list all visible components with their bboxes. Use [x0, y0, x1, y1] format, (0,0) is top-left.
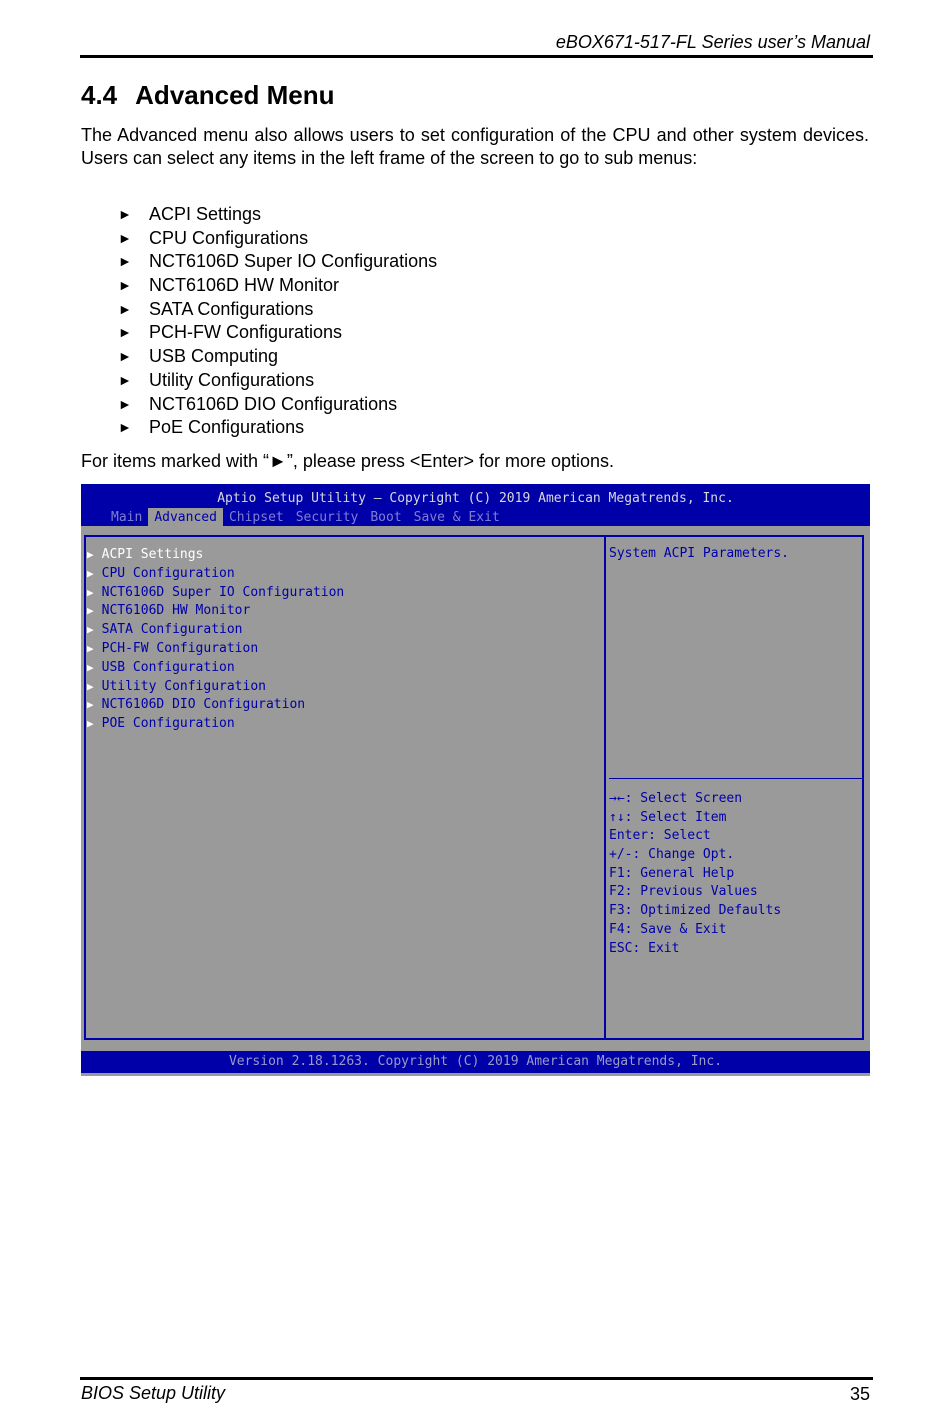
bios-status-bar	[81, 1051, 870, 1073]
bios-menu-item-utility[interactable]	[87, 678, 344, 697]
bios-menu-item-label: PCH-FW Configuration	[101, 640, 259, 656]
list-item-label: SATA Configurations	[149, 298, 314, 319]
bios-menu-item-cpu[interactable]	[87, 565, 344, 584]
key-hint: ESC: Exit	[609, 940, 680, 956]
tab-security[interactable]: Security	[295, 510, 359, 525]
bullet-arrow-icon: ►	[118, 348, 132, 365]
key-hint: Enter: Select	[609, 828, 711, 844]
bullet-arrow-icon: ►	[118, 253, 132, 270]
submenu-arrow-icon: ▶	[87, 566, 94, 580]
bios-menu-item-label: NCT6106D DIO Configuration	[101, 697, 306, 713]
key-hint: F4: Save & Exit	[609, 921, 727, 937]
bios-menu-item-acpi[interactable]	[87, 546, 344, 565]
bios-menu-item-label: POE Configuration	[101, 716, 235, 732]
footer-section-name: BIOS Setup Utility	[81, 1383, 226, 1403]
bios-tab-bar	[105, 508, 506, 527]
submenu-arrow-icon: ▶	[87, 717, 94, 731]
bios-menu-item-sata[interactable]	[87, 621, 344, 640]
bios-menu-item-pch-fw[interactable]	[87, 640, 344, 659]
bullet-arrow-icon: ►	[118, 277, 132, 294]
section-title: Advanced Menu	[135, 80, 335, 110]
bullet-arrow-icon: ►	[118, 419, 132, 436]
key-hint: +/-: Change Opt.	[609, 847, 735, 863]
list-item	[118, 203, 437, 227]
intro-paragraph: The Advanced menu also allows users to set configuration of the CPU and other system devices. Users can select any items in the left frame of the screen to go to sub menus:	[81, 125, 869, 168]
list-item	[118, 393, 437, 417]
bios-key-legend	[609, 790, 781, 958]
tab-advanced[interactable]: Advanced	[148, 508, 223, 527]
tab-boot[interactable]: Boot	[370, 510, 402, 525]
list-item-label: Utility Configurations	[149, 369, 315, 390]
list-item-label: PoE Configurations	[149, 417, 305, 438]
submenu-arrow-icon: ▶	[87, 623, 94, 637]
list-item-label: CPU Configurations	[149, 227, 309, 248]
key-hint: F1: General Help	[609, 865, 735, 881]
submenu-arrow-icon: ▶	[87, 641, 94, 655]
bios-help-divider	[609, 778, 862, 779]
list-item	[118, 345, 437, 369]
footer-rule	[80, 1377, 873, 1380]
bios-menu-item-label: SATA Configuration	[101, 622, 243, 638]
bios-title: Aptio Setup Utility – Copyright (C) 2019 American Megatrends, Inc.	[217, 491, 734, 506]
submenu-arrow-icon: ▶	[87, 604, 94, 618]
bullet-arrow-icon: ►	[118, 300, 132, 317]
key-hint: F3: Optimized Defaults	[609, 903, 782, 919]
bios-menu-list	[87, 546, 344, 734]
bullet-arrow-icon: ►	[118, 371, 132, 388]
list-item	[118, 274, 437, 298]
list-item-label: NCT6106D HW Monitor	[149, 275, 340, 296]
bullet-arrow-icon: ►	[118, 206, 132, 222]
bios-pane-divider	[604, 535, 606, 1040]
bios-menu-item-usb[interactable]	[87, 659, 344, 678]
list-item	[118, 321, 437, 345]
list-item-label: PCH-FW Configurations	[149, 322, 343, 343]
header-title: eBOX671-517-FL Series user’s Manual	[555, 32, 870, 52]
tab-chipset[interactable]: Chipset	[228, 510, 284, 525]
tab-save-exit[interactable]: Save & Exit	[413, 510, 500, 525]
list-item-label: USB Computing	[149, 346, 279, 367]
list-item-label: NCT6106D Super IO Configurations	[149, 251, 438, 272]
bios-menu-item-label: Utility Configuration	[101, 678, 266, 694]
bios-menu-item-hw-monitor[interactable]	[87, 602, 344, 621]
bullet-arrow-icon: ►	[118, 229, 132, 246]
enter-note: For items marked with “►”, please press <Enter> for more options.	[81, 451, 615, 471]
tab-main[interactable]: Main	[111, 510, 143, 525]
bios-version: Version 2.18.1263. Copyright (C) 2019 American Megatrends, Inc.	[228, 1054, 723, 1069]
bios-title-bar	[81, 484, 870, 526]
bios-menu-item-super-io[interactable]	[87, 584, 344, 603]
bios-screenshot	[81, 484, 870, 1076]
key-hint: ↑↓: Select Item	[609, 809, 727, 825]
submenu-arrow-icon: ▶	[87, 679, 94, 693]
bios-menu-item-label: ACPI Settings	[101, 547, 204, 562]
list-item	[118, 250, 437, 274]
bios-menu-item-label: NCT6106D Super IO Configuration	[101, 584, 345, 600]
bios-menu-item-poe[interactable]	[87, 715, 344, 734]
list-item-label: NCT6106D DIO Configurations	[149, 393, 398, 414]
key-hint: →←: Select Screen	[609, 791, 743, 806]
submenu-arrow-icon: ▶	[87, 660, 94, 674]
section-heading	[81, 80, 335, 111]
submenu-list	[118, 203, 437, 440]
bios-help-text: System ACPI Parameters.	[609, 546, 790, 561]
bullet-arrow-icon: ►	[118, 395, 132, 412]
list-item	[118, 298, 437, 322]
bios-menu-item-label: USB Configuration	[101, 659, 235, 675]
bios-menu-item-label: CPU Configuration	[101, 565, 235, 581]
list-item	[118, 369, 437, 393]
list-item	[118, 416, 437, 440]
list-item	[118, 227, 437, 251]
bullet-arrow-icon: ►	[118, 324, 132, 341]
bios-menu-item-dio[interactable]	[87, 696, 344, 715]
bios-menu-item-label: NCT6106D HW Monitor	[101, 603, 251, 619]
submenu-arrow-icon: ▶	[87, 548, 94, 561]
header-rule	[80, 55, 873, 58]
page-number: 35	[849, 1384, 870, 1404]
list-item-label: ACPI Settings	[149, 204, 262, 224]
submenu-arrow-icon: ▶	[87, 698, 94, 712]
submenu-arrow-icon: ▶	[87, 585, 94, 599]
key-hint: F2: Previous Values	[609, 884, 758, 900]
section-number: 4.4	[81, 80, 118, 110]
